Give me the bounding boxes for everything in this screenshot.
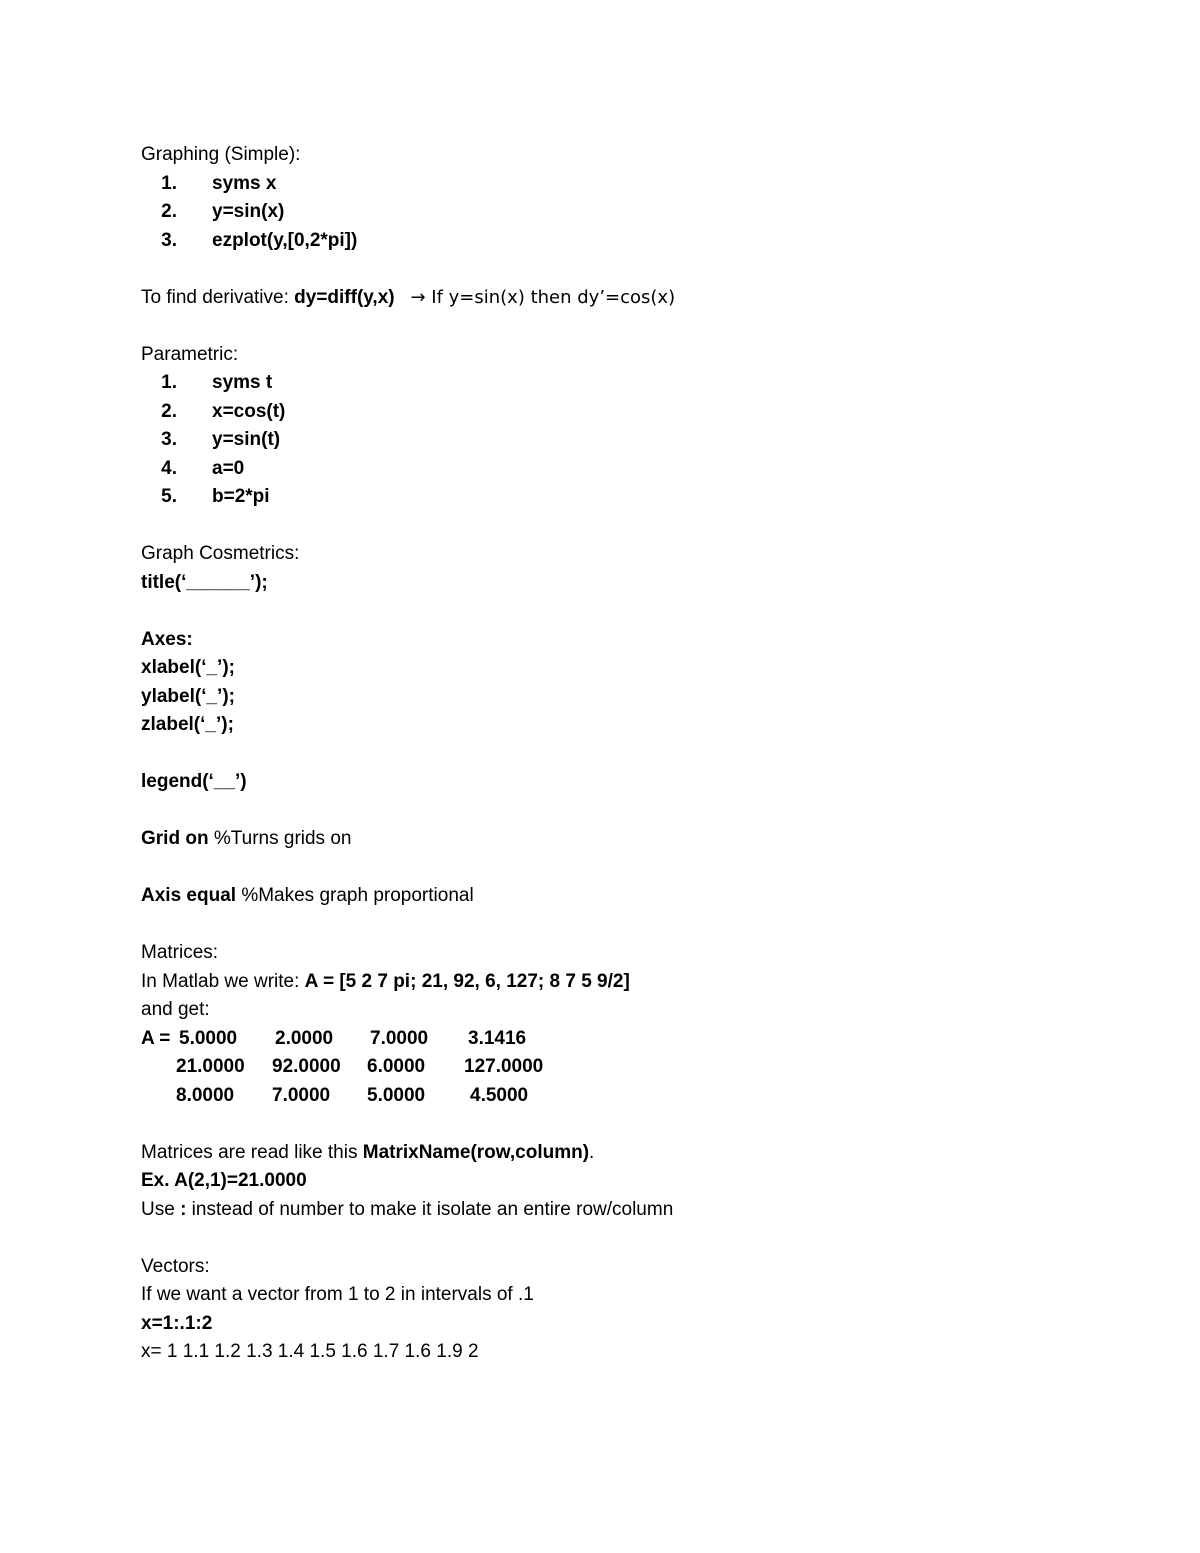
cosmetics-heading: Graph Cosmetrics: [141,543,300,564]
matrix-row [141,1053,1141,1082]
matrix-use-suffix: instead of number to make it isolate an entire row/column [186,1198,674,1220]
matrix-cell: 7.0000 [272,1084,331,1106]
matrix-write-prefix: In Matlab we write: [141,970,305,992]
matrix-cell: 5.0000 [179,1027,238,1049]
list-item: 1. syms x [161,172,277,194]
grid-comment: %Turns grids on [208,828,352,849]
matrix-read-prefix: Matrices are read like this [141,1141,363,1163]
vectors-heading: Vectors: [141,1255,210,1277]
list-item: 3. y=sin(t) [161,429,281,450]
xlabel-command: xlabel(‘_’); [141,657,235,678]
matrix-cell: 3.1416 [468,1027,527,1049]
matrix-cell: 21.0000 [176,1056,245,1077]
matrix-row [141,1082,1141,1111]
matrix-write-line [141,968,1141,997]
matrix-cell: 4.5000 [470,1084,529,1106]
list-item: 5. b=2*pi [161,486,270,507]
derivative-prefix: To find derivative: [141,286,295,308]
legend-command: legend(‘__’) [141,771,247,792]
list-item: 4. a=0 [161,457,245,479]
matrix-cell: 127.0000 [464,1056,544,1077]
matrix-use-code: : [180,1198,187,1220]
matrices-heading: Matrices: [141,942,219,963]
vectors-code: x=1:.1:2 [141,1312,213,1334]
matrix-get-text: and get: [141,999,210,1020]
matrix-cell: 8.0000 [176,1084,235,1106]
grid-line [141,825,1141,854]
title-command: title(‘______’); [141,571,268,593]
vectors-description: If we want a vector from 1 to 2 in intervals of .1 [141,1284,534,1305]
axes-heading: Axes: [141,628,193,650]
graphing-heading: Graphing (Simple): [141,144,301,165]
derivative-line [141,284,1141,313]
zlabel-command: zlabel(‘_’); [141,714,234,735]
matrix-write-code: A = [5 2 7 pi; 21, 92, 6, 127; 8 7 5 9/2] [304,970,630,992]
list-item: 1. syms t [161,372,273,393]
list-item: 2. y=sin(x) [161,201,285,222]
matrix-cell: 7.0000 [370,1027,429,1049]
matrix-use-prefix: Use [141,1198,181,1220]
derivative-note: → If y=sin(x) then dy’=cos(x) [410,286,676,308]
matrix-cell: 92.0000 [272,1056,341,1077]
graphing-steps-list [141,170,1141,256]
matrix-read-code: MatrixName(row,column) [362,1141,590,1163]
matrix-cell: 2.0000 [275,1027,334,1049]
matrix-label: A = [141,1027,171,1049]
matrix-use-line [141,1196,1141,1225]
parametric-heading: Parametric: [141,343,239,365]
list-item: 2. x=cos(t) [161,400,286,422]
axis-comment: %Makes graph proportional [236,885,474,906]
matrix-cell: 6.0000 [367,1056,426,1077]
list-item: 3. ezplot(y,[0,2*pi]) [161,229,358,251]
parametric-steps-list [141,369,1141,512]
vectors-result: x= 1 1.1 1.2 1.3 1.4 1.5 1.6 1.7 1.6 1.9 2 [141,1341,479,1362]
document-body [141,141,1141,1367]
derivative-code: dy=diff(y,x) [294,286,395,308]
matrix-read-line [141,1139,1141,1168]
matrix-row [141,1025,1141,1054]
matrix-read-suffix: . [589,1141,595,1163]
axis-line [141,882,1141,911]
axis-command: Axis equal [141,885,237,906]
matrix-cell: 5.0000 [367,1084,426,1106]
ylabel-command: ylabel(‘_’); [141,685,235,707]
matrix-example: Ex. A(2,1)=21.0000 [141,1170,307,1191]
grid-command: Grid on [141,828,209,849]
